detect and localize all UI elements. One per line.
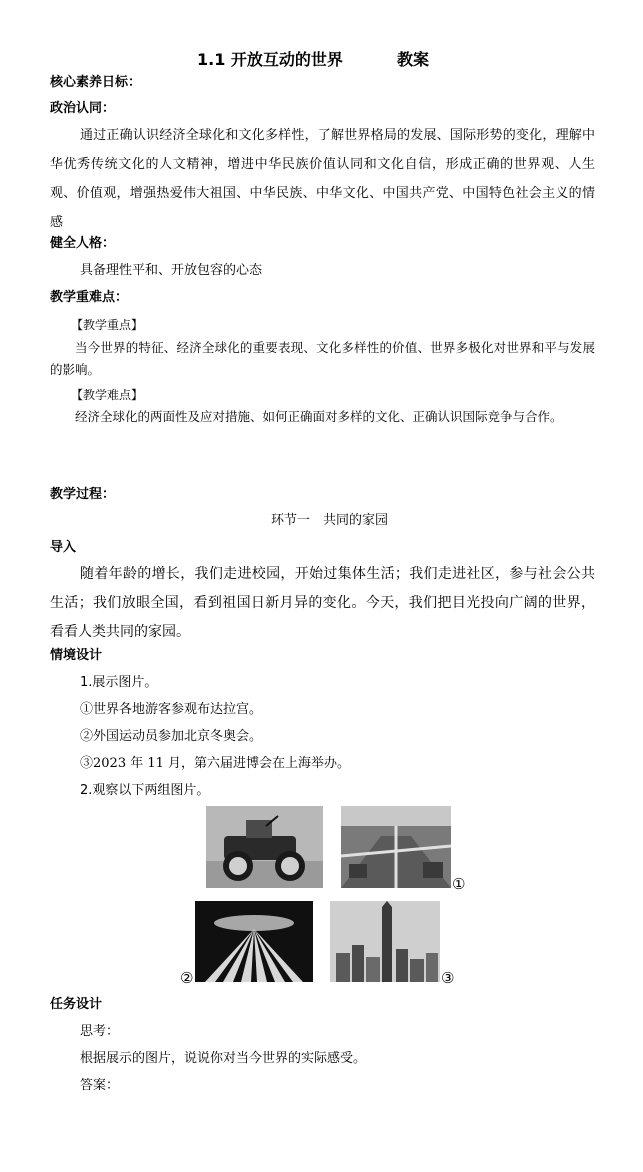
document-title-suffix: 教案 (397, 50, 430, 69)
think-label: 思考： (80, 1024, 120, 1039)
intro-heading: 导入 (50, 540, 77, 555)
difficulty-text: 经济全球化的两面性及应对措施、如何正确面对多样的文化、正确认识国际竞争与合作。 (75, 409, 563, 424)
photo-marker-2: ② (180, 969, 194, 987)
key-points-heading: 教学重难点： (50, 290, 129, 305)
personality-heading: 健全人格： (50, 236, 116, 251)
task-question: 根据展示的图片，说说你对当今世界的实际感受。 (80, 1051, 367, 1066)
photo-marker-3: ③ (441, 969, 455, 987)
personality-text: 具备理性平和、开放包容的心态 (80, 263, 263, 278)
intro-paragraph: 随着年龄的增长，我们走进校园，开始过集体生活；我们走进社区，参与社会公共生活；我们放眼全国，看到祖国日新月异的变化。今天，我们把目光投向广阔的世界，看看人类共同的家园。 (50, 566, 595, 640)
document-title: 1.1 开放互动的世界 (197, 50, 343, 69)
focus-label: 【教学重点】 (71, 318, 144, 332)
scenario-heading: 情境设计 (50, 648, 103, 663)
scenario-item-1: 1.展示图片。 (80, 675, 158, 690)
scenario-sub-1: ①世界各地游客参观布达拉宫。 (80, 702, 263, 717)
process-heading: 教学过程： (50, 487, 116, 502)
difficulty-label: 【教学难点】 (71, 388, 144, 402)
political-paragraph: 通过正确认识经济全球化和文化多样性，了解世界格局的发展、国际形势的变化，理解中华优秀传统文化的人文精神，增进中华民族价值认同和文化自信，形成正确的世界观、人生观、价值观，增强热爱伟大祖国、中华民族、中华文化、中国共产党、中国特色社会主义的情感 (50, 128, 595, 230)
skyline-photo (330, 901, 440, 982)
photo-marker-1: ① (452, 875, 466, 893)
focus-text: 当今世界的特征、经济全球化的重要表现、文化多样性的价值、世界多极化对世界和平与发展的影响。 (50, 340, 595, 377)
section-title: 环节一 共同的家园 (271, 513, 389, 528)
vintage-car-photo (206, 806, 323, 888)
trains-photo (195, 901, 313, 982)
answer-label: 答案： (80, 1078, 120, 1093)
task-heading: 任务设计 (50, 997, 103, 1012)
scenario-sub-3: ③2023 年 11 月，第六届进博会在上海举办。 (80, 756, 351, 771)
scenario-item-2: 2.观察以下两组图片。 (80, 783, 210, 798)
political-heading: 政治认同： (50, 101, 116, 116)
aerial-city-photo (341, 806, 451, 888)
core-goals-heading: 核心素养日标： (50, 75, 142, 90)
scenario-sub-2: ②外国运动员参加北京冬奥会。 (80, 729, 263, 744)
